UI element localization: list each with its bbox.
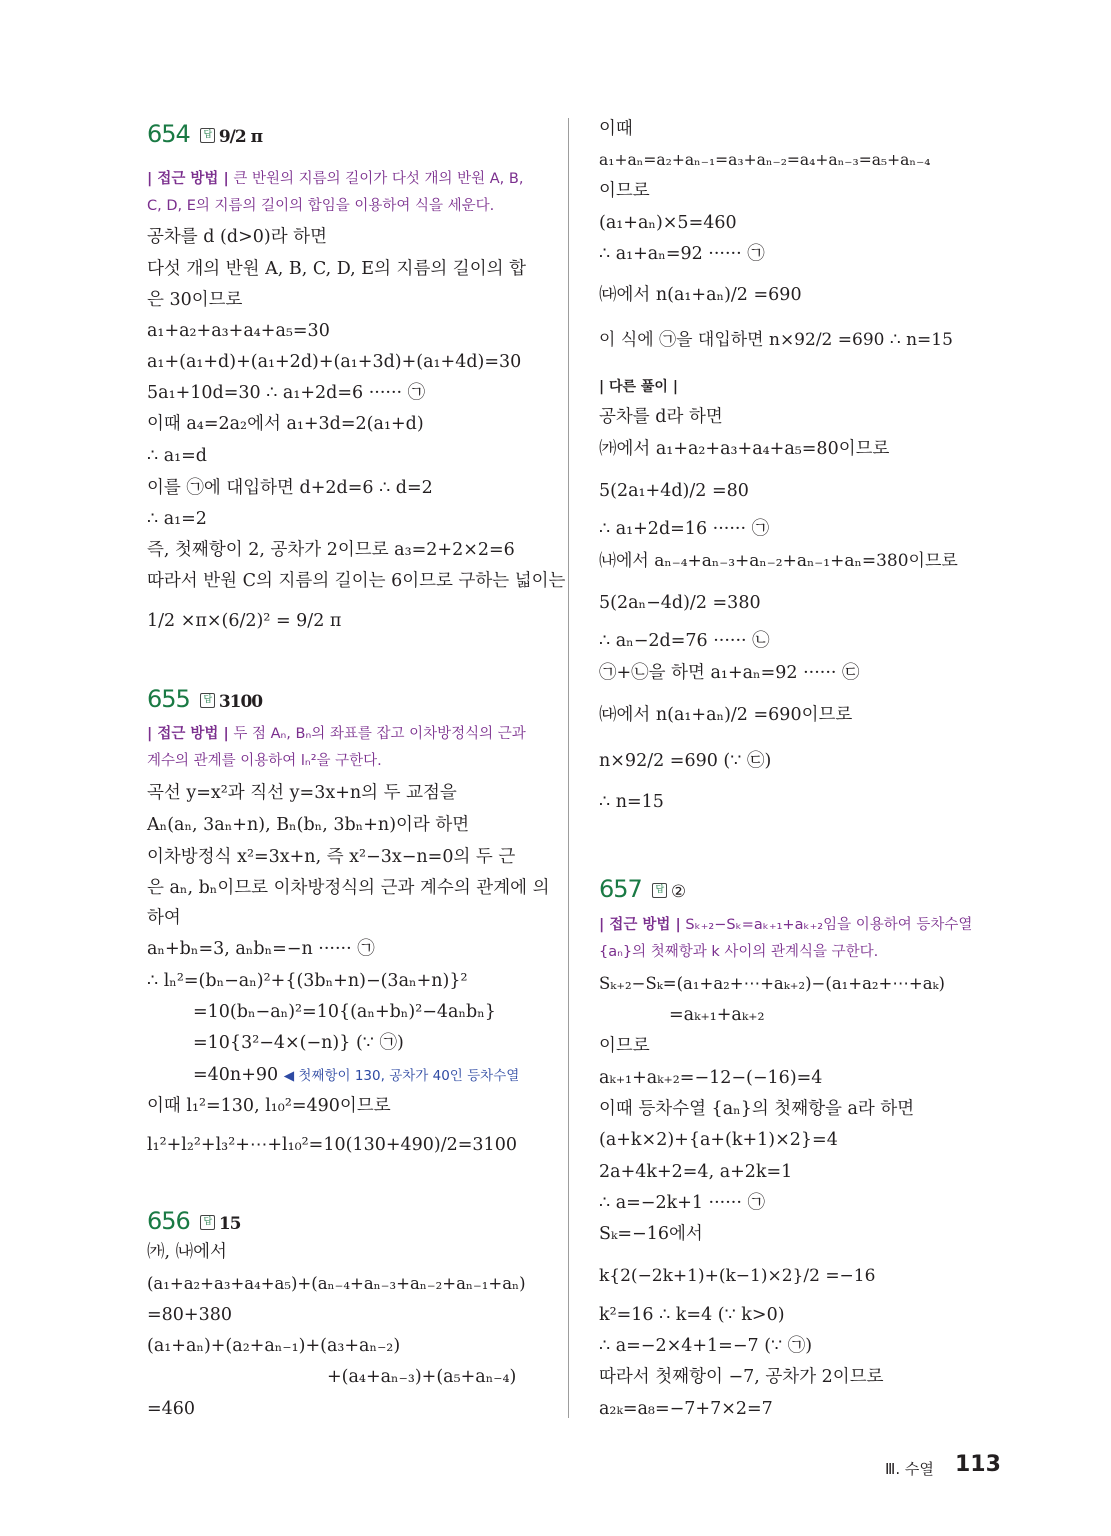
solution-line: ㈏에서 aₙ₋₄+aₙ₋₃+aₙ₋₂+aₙ₋₁+aₙ=380이므로 [599, 551, 958, 571]
solution-line: ∴ n=15 [599, 792, 664, 812]
problem-number: 657 [599, 875, 642, 903]
answer-value: 15 [218, 1214, 241, 1234]
answer-icon: 답 [200, 1215, 215, 1230]
solution-line: 이때 l₁²=130, l₁₀²=490이므로 [147, 1096, 391, 1116]
solution-line: ∴ a₁+aₙ=92 ······ ㉠ [599, 244, 765, 264]
solution-line: ㉠+㉡을 하면 a₁+aₙ=92 ······ ㉢ [599, 663, 860, 683]
approach-text: 큰 반원의 지름의 길이가 다섯 개의 반원 A, B, [228, 171, 524, 187]
solution-line: Sₖ=−16에서 [599, 1224, 703, 1244]
approach-654-line2: C, D, E의 지름의 길이의 합임을 이용하여 식을 세운다. [147, 198, 495, 214]
solution-line: 즉, 첫째항이 2, 공차가 2이므로 a₃=2+2×2=6 [147, 540, 515, 560]
solution-line: ㈐에서 n(a₁+aₙ)/2 =690이므로 [599, 705, 853, 725]
solution-line: 따라서 반원 C의 지름의 길이는 6이므로 구하는 넓이는 [147, 571, 566, 591]
column-divider [568, 118, 569, 1418]
solution-line: Aₙ(aₙ, 3aₙ+n), Bₙ(bₙ, 3bₙ+n)이라 하면 [147, 815, 470, 835]
solution-line: =10(bₙ−aₙ)²=10{(aₙ+bₙ)²−4aₙbₙ} [193, 1002, 496, 1022]
solution-line: 이를 ㉠에 대입하면 d+2d=6 ∴ d=2 [147, 478, 433, 498]
solution-line: n×92/2 =690 (∵ ㉢) [599, 751, 772, 771]
solution-line: ∴ a₁=d [147, 446, 208, 466]
approach-text: Sₖ₊₂−Sₖ=aₖ₊₁+aₖ₊₂임을 이용하여 등차수열 [680, 917, 973, 933]
solution-line: aₖ₊₁+aₖ₊₂=−12−(−16)=4 [599, 1068, 823, 1088]
solution-line: ∴ a=−2k+1 ······ ㉠ [599, 1193, 765, 1213]
solution-line: ∴ lₙ²=(bₙ−aₙ)²+{(3bₙ+n)−(3aₙ+n)}² [147, 971, 468, 991]
solution-line: a₂ₖ=a₈=−7+7×2=7 [599, 1399, 773, 1419]
solution-line: 은 aₙ, bₙ이므로 이차방정식의 근과 계수의 관계에 의 [147, 878, 550, 898]
solution-line: l₁²+l₂²+l₃²+⋯+l₁₀²=10(130+490)/2=3100 [147, 1135, 517, 1155]
approach-657-line2: {aₙ}의 첫째항과 k 사이의 관계식을 구한다. [599, 944, 879, 960]
answer-value: 9/2 π [218, 127, 263, 147]
solution-line: 공차를 d라 하면 [599, 407, 723, 427]
approach-text: 두 점 Aₙ, Bₙ의 좌표를 잡고 이차방정식의 근과 [228, 726, 526, 742]
solution-line: 공차를 d (d>0)라 하면 [147, 227, 327, 247]
answer-icon: 답 [200, 693, 215, 708]
answer-icon: 답 [652, 883, 667, 898]
side-note: ◀ 첫째항이 130, 공차가 40인 등차수열 [283, 1068, 520, 1084]
solution-line: a₁+aₙ=a₂+aₙ₋₁=a₃+aₙ₋₂=a₄+aₙ₋₃=a₅+aₙ₋₄ [599, 151, 931, 169]
approach-655-line2: 계수의 관계를 이용하여 lₙ²을 구한다. [147, 753, 382, 769]
solution-line: ∴ a=−2×4+1=−7 (∵ ㉠) [599, 1336, 813, 1356]
solution-line: 이 식에 ㉠을 대입하면 n×92/2 =690 ∴ n=15 [599, 330, 953, 350]
solution-line: 하여 [147, 908, 181, 928]
solution-line: 곡선 y=x²과 직선 y=3x+n의 두 교점을 [147, 783, 457, 803]
solution-line: (a₁+aₙ)×5=460 [599, 213, 737, 233]
solution-line: (a+k×2)+{a+(k+1)×2}=4 [599, 1130, 838, 1150]
approach-label: | 접근 방법 | [599, 917, 681, 933]
problem-number: 654 [147, 120, 190, 148]
approach-655-line1 [147, 722, 526, 746]
solution-line: 1/2 ×π×(6/2)² = 9/2 π [147, 611, 342, 631]
solution-line: 이므로 [599, 181, 650, 201]
answer-icon: 답 [200, 128, 215, 143]
problem-654-header [147, 120, 262, 148]
solution-line: 이차방정식 x²=3x+n, 즉 x²−3x−n=0의 두 근 [147, 847, 516, 867]
solution-line: 5(2aₙ−4d)/2 =380 [599, 593, 761, 613]
solution-line: 이므로 [599, 1036, 650, 1056]
solution-line: 이때 [599, 119, 633, 139]
solution-line: 2a+4k+2=4, a+2k=1 [599, 1162, 793, 1182]
solution-line: 5(2a₁+4d)/2 =80 [599, 481, 749, 501]
solution-line: =10{3²−4×(−n)} (∵ ㉠) [193, 1033, 404, 1053]
problem-number: 656 [147, 1207, 190, 1235]
solution-line: ∴ a₁=2 [147, 509, 207, 529]
solution-line: (a₁+aₙ)+(a₂+aₙ₋₁)+(a₃+aₙ₋₂) [147, 1336, 401, 1356]
solution-line: ㈐에서 n(a₁+aₙ)/2 =690 [599, 285, 802, 305]
solution-line: ∴ aₙ−2d=76 ······ ㉡ [599, 631, 770, 651]
solution-line: ∴ a₁+2d=16 ······ ㉠ [599, 519, 770, 539]
problem-655-header [147, 685, 262, 713]
alt-solution-label: | 다른 풀이 | [599, 379, 678, 395]
solution-line [193, 1063, 519, 1088]
solution-line: =460 [147, 1399, 196, 1419]
approach-label: | 접근 방법 | [147, 171, 229, 187]
solution-line: =aₖ₊₁+aₖ₊₂ [669, 1005, 765, 1025]
problem-656-header [147, 1207, 240, 1235]
answer-value: ② [670, 882, 686, 902]
solution-line: ㈎, ㈏에서 [147, 1242, 227, 1262]
approach-654-line1 [147, 167, 523, 191]
solution-text: =40n+90 [193, 1065, 279, 1085]
solution-line: (a₁+a₂+a₃+a₄+a₅)+(aₙ₋₄+aₙ₋₃+aₙ₋₂+aₙ₋₁+aₙ) [147, 1274, 526, 1293]
problem-657-header [599, 875, 685, 903]
answer-value: 3100 [218, 692, 263, 712]
problem-number: 655 [147, 685, 190, 713]
solution-line: ㈎에서 a₁+a₂+a₃+a₄+a₅=80이므로 [599, 439, 890, 459]
solution-line: 다섯 개의 반원 A, B, C, D, E의 지름의 길이의 합 [147, 259, 526, 279]
page-number: 113 [955, 1452, 1001, 1477]
approach-label: | 접근 방법 | [147, 726, 229, 742]
solution-line: a₁+a₂+a₃+a₄+a₅=30 [147, 321, 330, 341]
solution-line: 은 30이므로 [147, 290, 243, 310]
solution-line: 따라서 첫째항이 −7, 공차가 2이므로 [599, 1367, 884, 1387]
solution-line: =80+380 [147, 1305, 232, 1325]
solution-line: 5a₁+10d=30 ∴ a₁+2d=6 ······ ㉠ [147, 383, 426, 403]
footer-section-label: Ⅲ. 수열 [885, 1460, 934, 1478]
solution-line: 이때 등차수열 {aₙ}의 첫째항을 a라 하면 [599, 1099, 915, 1119]
solution-line: a₁+(a₁+d)+(a₁+2d)+(a₁+3d)+(a₁+4d)=30 [147, 352, 522, 372]
solution-line: k²=16 ∴ k=4 (∵ k>0) [599, 1305, 785, 1325]
approach-657-line1 [599, 913, 972, 937]
solution-line: +(a₄+aₙ₋₃)+(a₅+aₙ₋₄) [327, 1367, 517, 1387]
solution-line: Sₖ₊₂−Sₖ=(a₁+a₂+⋯+aₖ₊₂)−(a₁+a₂+⋯+aₖ) [599, 974, 945, 993]
solution-line: 이때 a₄=2a₂에서 a₁+3d=2(a₁+d) [147, 414, 424, 434]
solution-line: aₙ+bₙ=3, aₙbₙ=−n ······ ㉠ [147, 939, 375, 959]
solution-line: k{2(−2k+1)+(k−1)×2}/2 =−16 [599, 1266, 876, 1286]
